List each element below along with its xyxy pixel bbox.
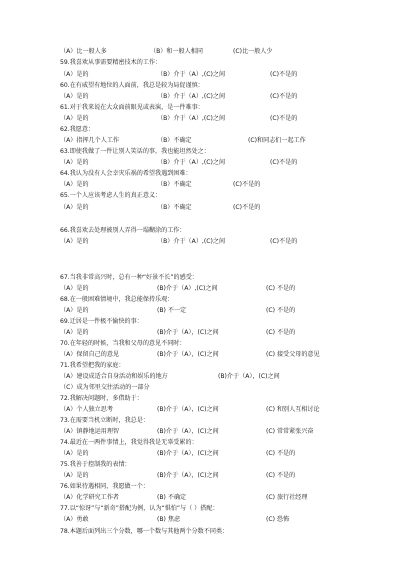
option-b: (B)介于（A），(C)之间 [157,428,219,435]
question-63 [0,146,400,157]
option-b: （B）不确定 [157,181,192,188]
option-row [0,426,400,437]
option-b: (B)介于（A）,(C)之间 [157,285,218,292]
question-72 [0,393,400,404]
question-text: 64.我认为没有人会幸灾乐祸的希望我遇到困难： [60,170,192,177]
question-text: 78.本题后面列出三个分数，哪一个数与其他两个分数不同类： [60,528,229,535]
option-row [0,382,400,393]
option-row [0,327,400,338]
option-row [0,46,400,57]
option-row [0,305,400,316]
option-a: （A）化学研究工作者 [60,494,120,501]
option-c: （C）成为邻里交往活动的一部分 [60,384,150,391]
option-row [0,69,400,80]
option-a: （A）是的 [60,93,89,100]
option-row [0,514,400,525]
question-text: 59.我喜欢从事需要精密技术的工作： [60,59,162,66]
option-row [0,202,400,213]
option-b: (B)介于（A），(C)之间 [157,406,219,413]
option-a: （A）是的 [60,285,89,292]
option-c: (C)不是的 [270,159,298,166]
option-a: （A）是的 [60,238,89,245]
option-a: （A）是的 [60,71,89,78]
question-text: 72.我解决问题时，多借助于： [60,395,143,402]
option-a: （A）建设成适合自身活动和娱乐的地方 [60,373,168,380]
question-61 [0,102,400,113]
question-66 [0,225,400,236]
question-text: 67.当我非常高兴时，总有一种“好景不长”的感受： [60,274,198,281]
question-text: 60.在有威望有地位的人面前，我总是较为局促谨慎： [60,82,204,89]
option-row [0,236,400,247]
option-row [0,448,400,459]
option-a: （A）比一般人多 [60,48,107,55]
question-67 [0,272,400,283]
option-b: (B)介于（A），(C)之间 [157,351,219,358]
question-73 [0,415,400,426]
option-row [0,492,400,503]
option-b: （B）和一般人相同 [150,48,203,55]
option-row [0,179,400,190]
option-c: (C)不是的 [270,71,298,78]
option-a: （A）保留自己的意见 [60,351,120,358]
option-c: (C) 不是的 [266,307,296,314]
option-b: (B) 不确定 [157,494,187,501]
option-b: (B)介于（A），(C)之间 [218,373,280,380]
option-a: （A）个人独立思考 [60,406,113,413]
option-c: (C)比一般人少 [233,48,273,55]
option-b: （B）不确定 [157,204,192,211]
option-row [0,113,400,124]
option-c: (C) 和别人互相讨论 [266,406,320,413]
question-text: 77.以“惊讶”与“新奇”搭配为例，认为“惧怕”与（ ）搭配： [60,505,219,512]
question-text: 70.在年轻的时候，当我和父母的意见不同时： [60,340,186,347]
question-59 [0,57,400,68]
question-text: 76.如果待遇相同，我愿做一个： [60,483,149,490]
question-text: 66.我喜欢去处理被别人弄得一塌糊涂的工作： [60,227,186,234]
option-a: （A）是的 [60,159,89,166]
question-text: 62.我愿意： [60,126,95,133]
question-text: 63.即使我做了一件让别人笑话的事，我也能坦然处之： [60,148,210,155]
option-row [0,135,400,146]
option-row [0,371,400,382]
option-c: (C)不是的 [270,238,298,245]
option-b: (B) 焦虑 [157,516,181,523]
option-b: （B）介于（A）,(C)之间 [157,71,226,78]
question-text: 65.一个人应该考虑人生的真正意义： [60,192,162,199]
option-b: （B）不确定 [157,137,192,144]
option-c: (C) 不是的 [266,472,296,479]
option-a: （A）指挥几个人工作 [60,137,120,144]
question-text: 61.对于我来说在大众面前眼见或表演，是一件难事： [60,104,204,111]
question-71 [0,360,400,371]
question-65 [0,190,400,201]
option-b: （B）介于（A）,(C)之间 [157,115,226,122]
question-text: 73.在需要当机立断时，我总是： [60,417,149,424]
question-62 [0,124,400,135]
option-row [0,283,400,294]
question-74 [0,437,400,448]
option-a: （A）镇静地运用理智 [60,428,120,435]
question-75 [0,459,400,470]
option-b: (B)介于（A），(C)之间 [157,450,219,457]
option-c: (C) 不是的 [266,329,296,336]
option-row [0,470,400,481]
option-b: （B）介于（A）,(C)之间 [157,159,226,166]
option-a: （A）是的 [60,450,89,457]
option-b: (B)介于（A），(C)之间 [157,472,219,479]
option-c: (C) 不是的 [266,285,296,292]
option-c: (C)不是的 [233,181,261,188]
option-b: （B）介于（A）,(C)之间 [157,238,226,245]
question-60 [0,80,400,91]
option-c: (C) 常常紧张兴奋 [266,428,314,435]
option-row [0,349,400,360]
question-text: 69.迁居是一件极不愉快的事： [60,318,143,325]
question-78 [0,526,400,537]
option-row [0,157,400,168]
option-b: (B)介于（A），(C)之间 [157,329,219,336]
option-a: （A）是的 [60,204,89,211]
option-a: （A）是的 [60,329,89,336]
option-c: (C) 恐怖 [266,516,290,523]
option-a: （A）是的 [60,115,89,122]
option-a: （A）勇敢 [60,516,89,523]
option-b: (B) 不一定 [157,307,187,314]
option-c: (C)不是的 [233,204,261,211]
question-76 [0,481,400,492]
option-c: (C)和同志们一起工作 [248,137,306,144]
option-a: （A）是的 [60,472,89,479]
question-70 [0,338,400,349]
question-64 [0,168,400,179]
question-text: 75.我善于控制我的表情： [60,461,131,468]
question-69 [0,316,400,327]
question-77 [0,503,400,514]
option-c: (C) 不是的 [266,450,296,457]
question-68 [0,294,400,305]
option-c: (C) 接受父母的意见 [266,351,320,358]
option-a: （A）是的 [60,307,89,314]
option-row [0,91,400,102]
option-row [0,404,400,415]
option-a: （A）是的 [60,181,89,188]
question-text: 74.最近在一两件事情上，我觉得我是无辜受累的： [60,439,198,446]
question-text: 71.我希望把我的家庭： [60,362,125,369]
option-c: (C) 旅行社经理 [266,494,308,501]
option-c: (C)不是的 [270,115,298,122]
option-b: （B）介于（A）,(C)之间 [157,93,226,100]
question-text: 68.在一般困难情境中，我总能保持乐观： [60,296,174,303]
option-c: (C)不是的 [270,93,298,100]
